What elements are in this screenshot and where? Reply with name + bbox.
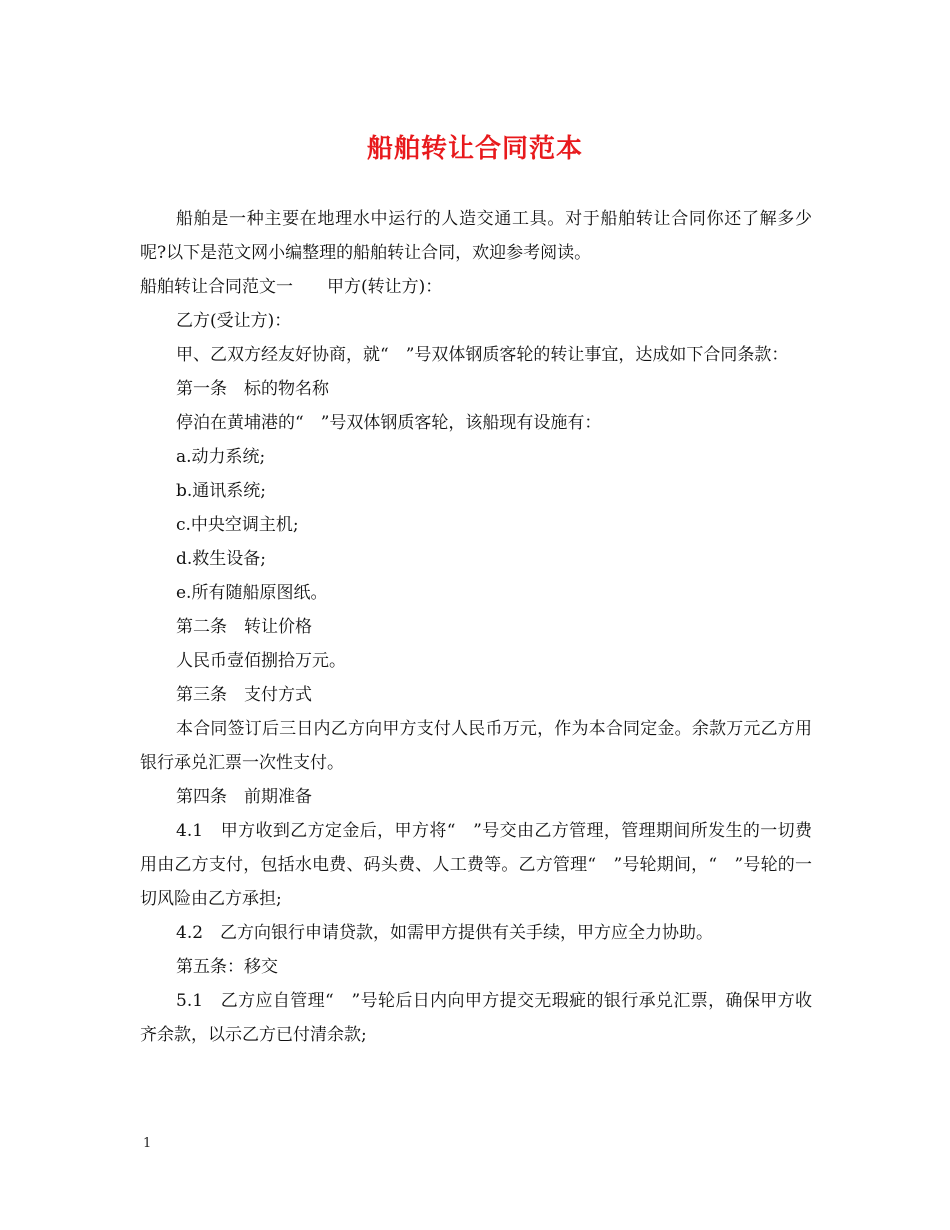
page-number: 1 — [143, 1136, 152, 1151]
page-title: 船舶转让合同范本 — [366, 134, 583, 164]
intro-paragraph: 船舶是一种主要在地理水中运行的人造交通工具。对于船舶转让合同你还了解多少呢?以下是范文网小编整理的船舶转让合同，欢迎参考阅读。 — [140, 209, 812, 263]
list-item: c.中央空调主机; — [176, 515, 299, 535]
document-body — [140, 202, 812, 1052]
article-3-heading: 第三条 支付方式 — [176, 685, 312, 705]
clause-4-2: 4.2 乙方向银行申请贷款，如需甲方提供有关手续，甲方应全力协助。 — [176, 923, 714, 943]
article-3-text: 本合同签订后三日内乙方向甲方支付人民币万元，作为本合同定金。余款万元乙方用银行承兑汇票一次性支付。 — [140, 719, 812, 773]
article-1-heading: 第一条 标的物名称 — [176, 379, 329, 399]
preamble-paragraph: 甲、乙双方经友好协商，就“ ”号双体钢质客轮的转让事宜，达成如下合同条款： — [176, 345, 789, 365]
clause-4-1: 4.1 甲方收到乙方定金后，甲方将“ ”号交由乙方管理，管理期间所发生的一切费用由乙方支付，包括水电费、码头费、人工费等。乙方管理“ ”号轮期间，“ ”号轮的一切风险由乙方承担; — [140, 821, 812, 909]
list-item: e.所有随船原图纸。 — [176, 583, 328, 603]
list-item: d.救生设备; — [176, 549, 267, 569]
article-4-heading: 第四条 前期准备 — [176, 787, 312, 807]
party-b-line: 乙方(受让方)： — [176, 311, 292, 331]
article-1-text: 停泊在黄埔港的“ ”号双体钢质客轮，该船现有设施有： — [176, 413, 602, 433]
party-a-line: 船舶转让合同范文一 甲方(转让方)： — [140, 277, 443, 297]
clause-5-1: 5.1 乙方应自管理“ ”号轮后日内向甲方提交无瑕疵的银行承兑汇票，确保甲方收齐余款，以示乙方已付清余款; — [140, 991, 812, 1045]
article-2-text: 人民币壹佰捌拾万元。 — [176, 651, 346, 671]
article-5-heading: 第五条：移交 — [176, 957, 278, 977]
article-2-heading: 第二条 转让价格 — [176, 617, 312, 637]
list-item: a.动力系统; — [176, 447, 266, 467]
list-item: b.通讯系统; — [176, 481, 267, 501]
